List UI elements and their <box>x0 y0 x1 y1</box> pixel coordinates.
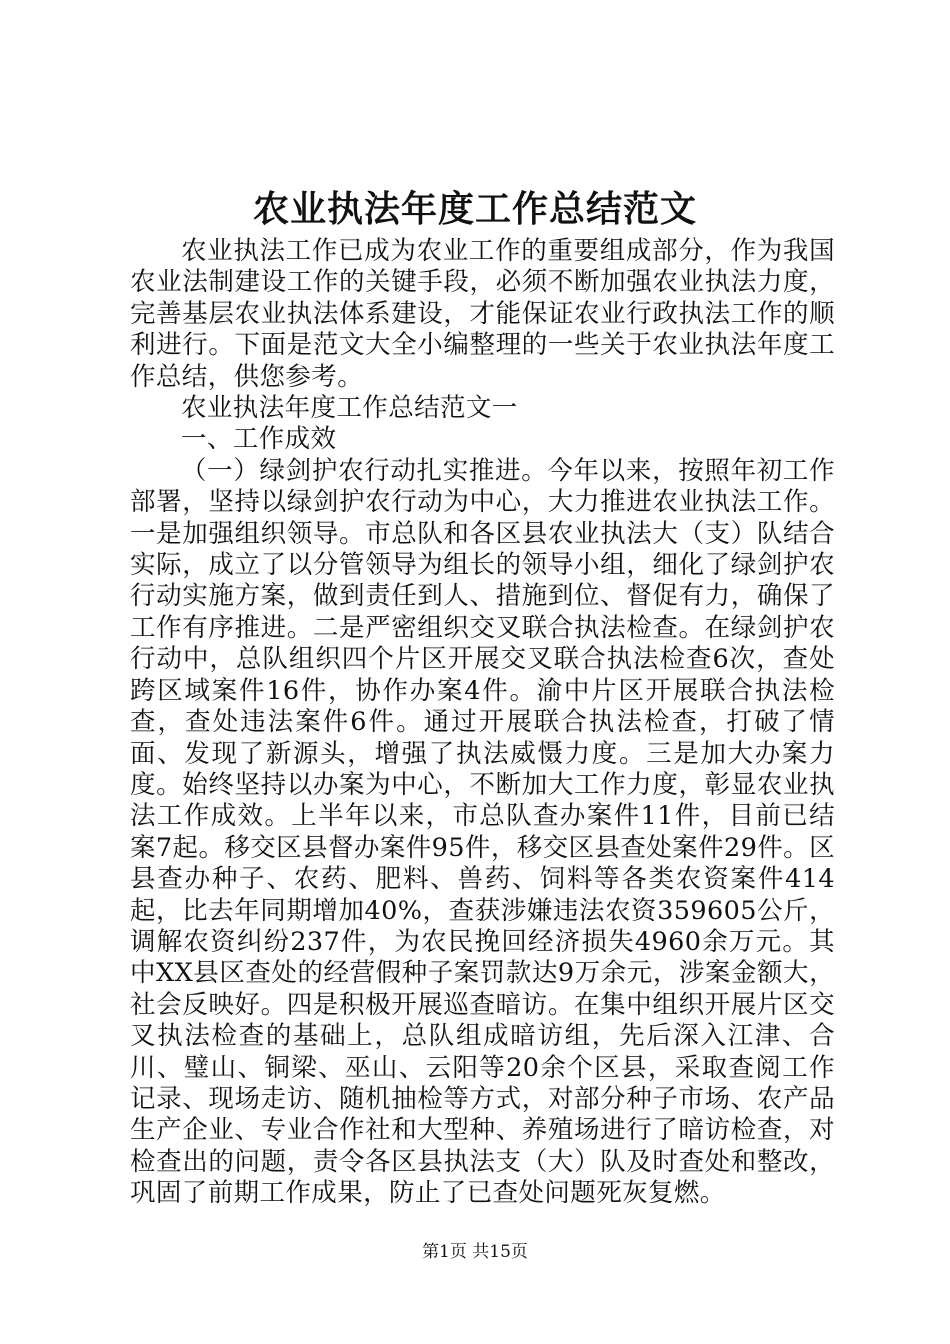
section-heading: 农业执法年度工作总结范文一 <box>181 393 518 424</box>
intro-paragraph: 农业执法工作已成为农业工作的重要组成部分，作为我国农业法制建设工作的关键手段，必须不断加强农业执法力度，完善基层农业执法体系建设，才能保证农业行政执法工作的顺利进行。下面是范文大全小编整理的一些关于农业执法年度工作总结，供您参考。 <box>130 236 835 392</box>
page-footer: 第1页 共15页 <box>422 1242 528 1262</box>
document-title: 农业执法年度工作总结范文 <box>252 188 697 230</box>
subsection-heading: 一、工作成效 <box>181 424 337 455</box>
body-paragraph: （一）绿剑护农行动扎实推进。今年以来，按照年初工作部署，坚持以绿剑护农行动为中心，大力推进农业执法工作。一是加强组织领导。市总队和各区县农业执法大（支）队结合实际，成立了以分管领导为组长的领导小组，细化了绿剑护农行动实施方案，做到责任到人、措施到位、督促有力，确保了工作有序推进。二是严密组织交叉联合执法检查。在绿剑护农行动中，总队组织四个片区开展交叉联合执法检查6次，查处跨区域案件16件，协作办案4件。渝中片区开展联合执法检查，查处违法案件6件。通过开展联合执法检查，打破了情面、发现了新源头，增强了执法威慑力度。三是加大办案力度。始终坚持以办案为中心，不断加大工作力度，彰显农业执法工作成效。上半年以来，市总队查办案件11件，目前已结案7起。移交区县督办案件95件，移交区县查处案件29件。区县查办种子、农药、肥料、兽药、饲料等各类农资案件414起，比去年同期增加40%，查获涉嫌违法农资359605公斤，调解农资纠纷237件，为农民挽回经济损失4960余万元。其中XX县区查处的经营假种子案罚款达9万余元，涉案金额大，社会反映好。四是积极开展巡查暗访。在集中组织开展片区交叉执法检查的基础上，总队组成暗访组，先后深入江津、合川、璧山、铜梁、巫山、云阳等20余个区县，采取查阅工作记录、现场走访、随机抽检等方式，对部分种子市场、农产品生产企业、专业合作社和大型种、养殖场进行了暗访检查，对检查出的问题，责令各区县执法支（大）队及时查处和整改，巩固了前期工作成果，防止了已查处问题死灰复燃。 <box>130 455 835 1209</box>
document-body <box>130 236 835 1210</box>
